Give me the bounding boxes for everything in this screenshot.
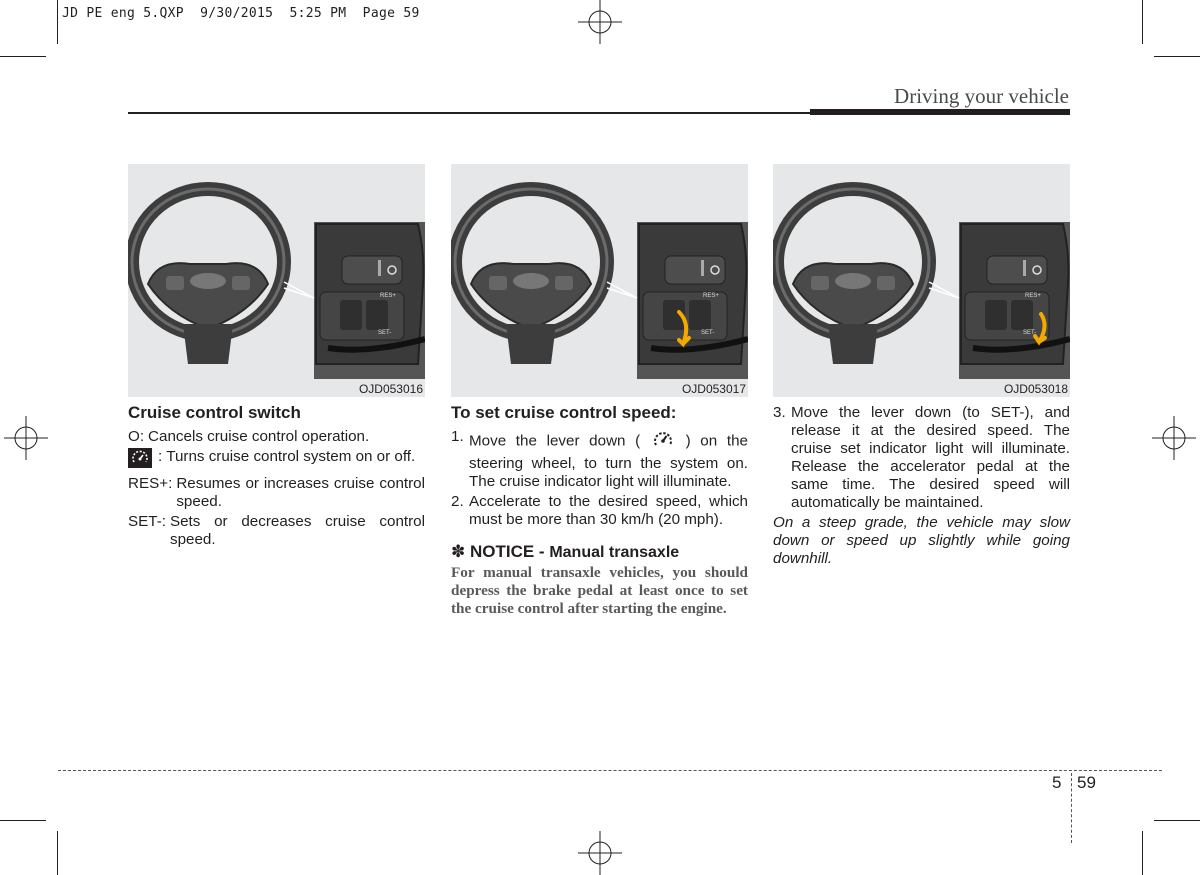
switch-zoom-panel	[607, 222, 748, 379]
figure-code: OJD053018	[1003, 382, 1068, 396]
column-3	[773, 404, 1070, 568]
list-item	[128, 513, 425, 549]
steering-wheel-illustration	[455, 189, 607, 364]
item-label: O:	[128, 428, 145, 445]
column-1	[128, 404, 425, 551]
list-item	[128, 475, 425, 511]
step-item	[451, 428, 748, 491]
svg-text:SET-: SET-	[701, 330, 715, 336]
item-text: Resumes or increases cruise control speed.	[176, 475, 425, 510]
step-number: 1.	[451, 428, 464, 445]
footer-rule	[58, 770, 1162, 771]
step-item	[773, 404, 1070, 512]
item-label: SET-:	[128, 513, 166, 530]
svg-text:RES+: RES+	[703, 293, 719, 299]
notice-title: ✽ NOTICE - Manual transaxle	[451, 542, 680, 561]
switch-zoom-panel	[284, 222, 425, 379]
item-label: RES+:	[128, 475, 173, 492]
print-slug: JD PE eng 5.QXP 9/30/2015 5:25 PM Page 59	[62, 6, 420, 21]
registration-mark-bottom	[578, 831, 622, 875]
svg-text:RES+: RES+	[380, 293, 396, 299]
figure-set-lever	[773, 164, 1070, 397]
svg-text:SET-: SET-	[1023, 330, 1037, 336]
step-item	[451, 493, 748, 529]
step-number: 2.	[451, 493, 464, 510]
page-number: 59	[1077, 773, 1096, 792]
item-label: :	[158, 448, 163, 465]
registration-mark-top	[578, 0, 622, 44]
step-number: 3.	[773, 404, 786, 421]
section-title: Driving your vehicle	[894, 84, 1069, 108]
note-text: On a steep grade, the vehicle may slow down or speed up slightly while going downhill.	[773, 514, 1070, 567]
figure-cruise-switch	[128, 164, 425, 397]
steering-wheel-illustration	[777, 189, 929, 364]
column-2	[451, 404, 748, 618]
footer-divider	[1071, 773, 1072, 843]
item-text: Sets or decreases cruise control speed.	[169, 513, 425, 548]
step-text: Move the lever down (to SET-), and release it at the desired speed. The cruise set indicator light will illuminate. Release the accelerator pedal at the same time. The desired speed will automatically be maintained.	[791, 404, 1070, 511]
svg-text:RES+: RES+	[1025, 293, 1041, 299]
notice-icon: ✽	[451, 542, 466, 561]
list-item	[128, 448, 425, 473]
chapter-number: 5	[1052, 773, 1062, 792]
notice-body: For manual transaxle vehicles, you should depress the brake pedal at least once to set the cruise control after starting the engine.	[451, 564, 748, 617]
registration-mark-left	[4, 416, 48, 460]
item-text: Turns cruise control system on or off.	[166, 448, 416, 465]
svg-text:SET-: SET-	[378, 330, 392, 336]
cruise-control-icon	[128, 448, 152, 473]
registration-mark-right	[1152, 416, 1196, 460]
header-rule-accent	[810, 109, 1070, 115]
cruise-control-outline-icon	[650, 428, 676, 455]
step-text: Accelerate to the desired speed, which must be more than 30 km/h (20 mph).	[469, 493, 748, 528]
figure-code: OJD053017	[681, 382, 746, 396]
switch-zoom-panel	[929, 222, 1070, 379]
steering-wheel-illustration	[132, 189, 284, 364]
item-text: Cancels cruise control operation.	[148, 428, 370, 445]
figure-lever-down	[451, 164, 748, 397]
heading-set-speed: To set cruise control speed:	[451, 403, 677, 422]
figure-code: OJD053016	[358, 382, 423, 396]
step-text: Move the lever down ( ) on the steering wheel, to turn the system on. The cruise indicator light will illuminate.	[469, 428, 748, 491]
list-item	[128, 428, 425, 446]
heading-cruise-switch: Cruise control switch	[128, 403, 301, 422]
